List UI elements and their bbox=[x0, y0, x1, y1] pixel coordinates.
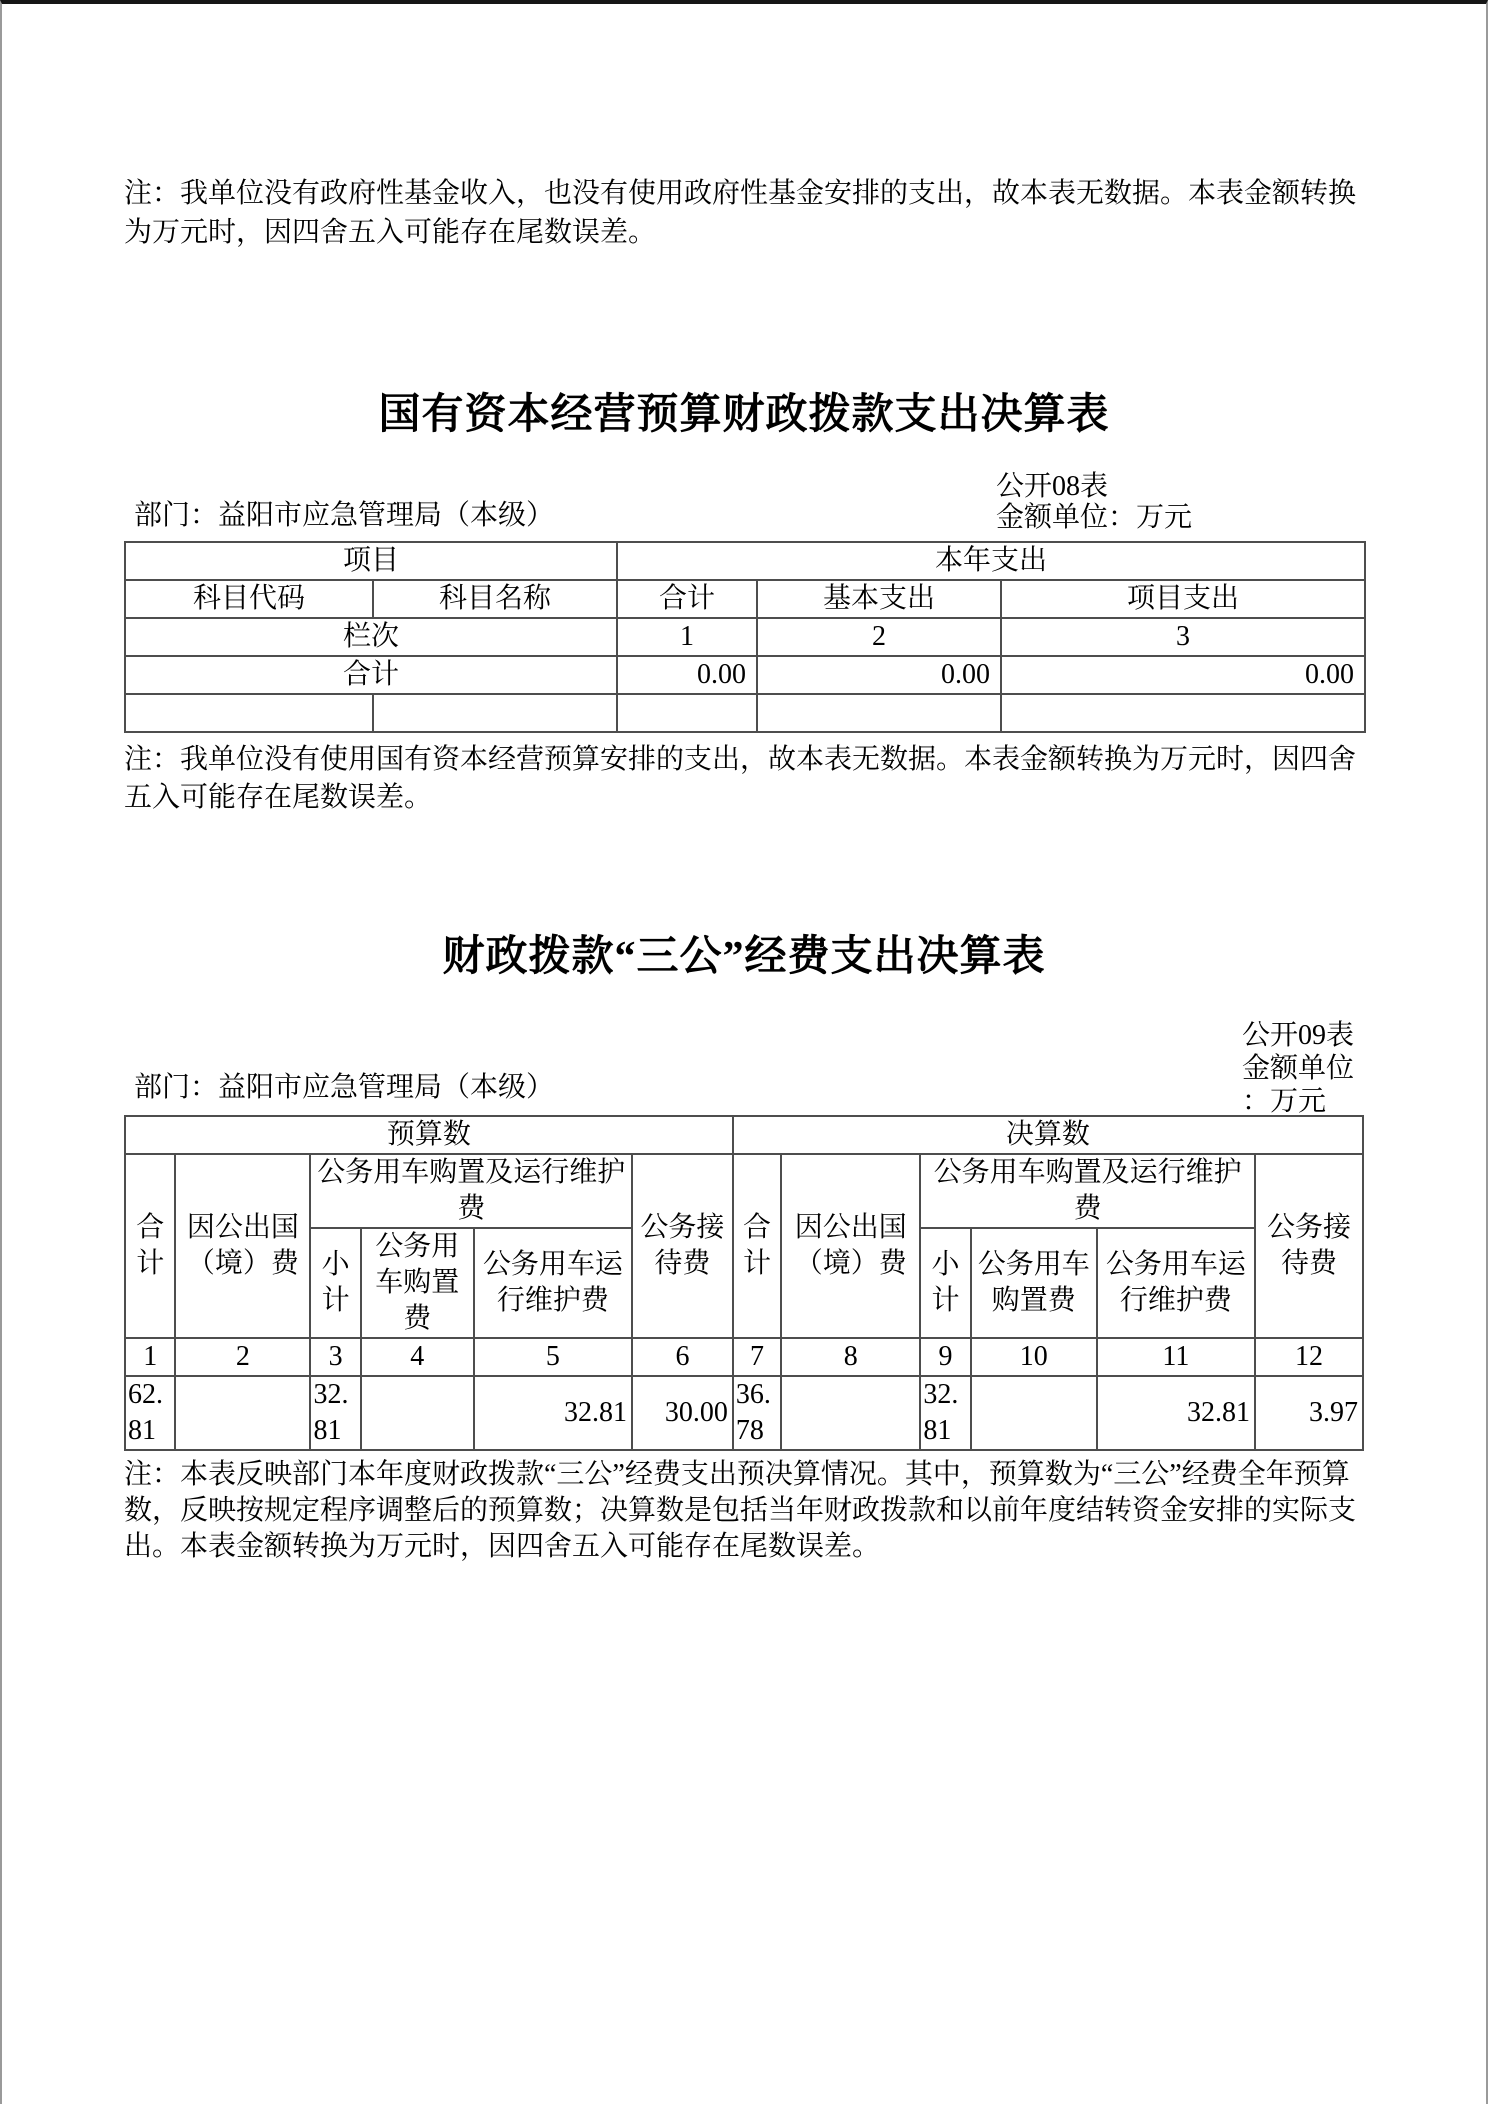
value-cell: 36.78 bbox=[733, 1376, 781, 1450]
header-cell-vehicle-group: 公务用车购置及运行维护费 bbox=[310, 1154, 632, 1228]
lanci-label-cell: 栏次 bbox=[125, 618, 617, 656]
table08 bbox=[124, 541, 1366, 733]
empty-cell bbox=[125, 694, 373, 732]
note-gov-fund: 注：我单位没有政府性基金收入，也没有使用政府性基金安排的支出，故本表无数据。本表金额转换为万元时，因四舍五入可能存在尾数误差。 bbox=[124, 178, 1357, 248]
lanci-cell: 3 bbox=[310, 1338, 360, 1376]
value-cell: 0.00 bbox=[1001, 656, 1365, 694]
table09-title: 财政拨款“三公”经费支出决算表 bbox=[442, 934, 1046, 981]
table09-code: 公开09表 bbox=[1242, 1020, 1355, 1052]
value-cell: 62.81 bbox=[125, 1376, 175, 1450]
empty-cell bbox=[373, 694, 617, 732]
table09-row-headers-top bbox=[125, 1154, 1363, 1228]
value-cell bbox=[971, 1376, 1097, 1450]
value-cell: 32.81 bbox=[474, 1376, 632, 1450]
table08-row-group-header bbox=[125, 542, 1365, 580]
lanci-cell: 12 bbox=[1255, 1338, 1363, 1376]
lanci-cell: 10 bbox=[971, 1338, 1097, 1376]
header-cell-purchase: 公务用车购置费 bbox=[361, 1228, 474, 1338]
header-cell-abroad: 因公出国（境）费 bbox=[175, 1154, 310, 1338]
lanci-cell: 11 bbox=[1097, 1338, 1255, 1376]
note-table09: 注：本表反映部门本年度财政拨款“三公”经费支出预决算情况。其中，预算数为“三公”经费全年预算数，反映按规定程序调整后的预算数；决算数是包括当年财政拨款和以前年度结转资金安排的实际支出。本表金额转换为万元时，因四舍五入可能存在尾数误差。 bbox=[124, 1459, 1357, 1563]
lanci-cell: 2 bbox=[175, 1338, 310, 1376]
header-cell-subject-name: 科目名称 bbox=[373, 580, 617, 618]
header-cell-total: 合计 bbox=[733, 1154, 781, 1338]
lanci-cell: 7 bbox=[733, 1338, 781, 1376]
lanci-cell: 8 bbox=[781, 1338, 920, 1376]
table09-header-area bbox=[124, 1013, 1364, 1118]
header-cell-vehicle-group: 公务用车购置及运行维护费 bbox=[920, 1154, 1255, 1228]
header-cell-final: 决算数 bbox=[733, 1116, 1363, 1154]
header-cell-abroad: 因公出国（境）费 bbox=[781, 1154, 920, 1338]
header-cell-project: 项目支出 bbox=[1001, 580, 1365, 618]
value-cell: 0.00 bbox=[757, 656, 1001, 694]
value-cell bbox=[361, 1376, 474, 1450]
lanci-cell: 1 bbox=[125, 1338, 175, 1376]
table09 bbox=[124, 1115, 1364, 1451]
value-cell bbox=[781, 1376, 920, 1450]
lanci-cell: 4 bbox=[361, 1338, 474, 1376]
value-cell: 32.81 bbox=[310, 1376, 360, 1450]
header-cell-maintenance: 公务用车运行维护费 bbox=[1097, 1228, 1255, 1338]
table08-meta bbox=[996, 471, 1192, 533]
header-cell-reception: 公务接待费 bbox=[1255, 1154, 1363, 1338]
table09-unit-line2: ：万元 bbox=[1242, 1086, 1327, 1118]
lanci-cell: 3 bbox=[1001, 618, 1365, 656]
table08-row-total bbox=[125, 656, 1365, 694]
header-cell-total: 合计 bbox=[125, 1154, 175, 1338]
lanci-cell: 6 bbox=[632, 1338, 733, 1376]
value-cell: 32.81 bbox=[920, 1376, 970, 1450]
value-cell bbox=[175, 1376, 310, 1450]
header-cell-budget: 预算数 bbox=[125, 1116, 733, 1154]
header-cell-item: 项目 bbox=[125, 542, 617, 580]
table08-row-lanci bbox=[125, 618, 1365, 656]
value-cell: 3.97 bbox=[1255, 1376, 1363, 1450]
header-cell-reception: 公务接待费 bbox=[632, 1154, 733, 1338]
page-content bbox=[124, 174, 1364, 1565]
header-cell-maintenance: 公务用车运行维护费 bbox=[474, 1228, 632, 1338]
table09-row-values bbox=[125, 1376, 1363, 1450]
table08-row-columns bbox=[125, 580, 1365, 618]
table09-row-groups bbox=[125, 1116, 1363, 1154]
empty-cell bbox=[617, 694, 757, 732]
table08-code: 公开08表 bbox=[996, 471, 1109, 503]
lanci-cell: 2 bbox=[757, 618, 1001, 656]
header-cell-expense: 本年支出 bbox=[617, 542, 1365, 580]
table08-row-empty bbox=[125, 694, 1365, 732]
table08-unit: 金额单位：万元 bbox=[996, 502, 1193, 534]
note-table08: 注：我单位没有使用国有资本经营预算安排的支出，故本表无数据。本表金额转换为万元时，因四舍五入可能存在尾数误差。 bbox=[124, 744, 1357, 814]
total-label-cell: 合计 bbox=[125, 656, 617, 694]
table08-department: 部门：益阳市应急管理局（本级） bbox=[134, 500, 555, 532]
header-cell-total: 合计 bbox=[617, 580, 757, 618]
header-cell-subject-code: 科目代码 bbox=[125, 580, 373, 618]
header-cell-subtotal: 小计 bbox=[310, 1228, 360, 1338]
header-cell-basic: 基本支出 bbox=[757, 580, 1001, 618]
table09-row-numbers bbox=[125, 1338, 1363, 1376]
table09-unit-line1: 金额单位 bbox=[1242, 1053, 1355, 1085]
lanci-cell: 5 bbox=[474, 1338, 632, 1376]
value-cell: 0.00 bbox=[617, 656, 757, 694]
empty-cell bbox=[757, 694, 1001, 732]
table09-department: 部门：益阳市应急管理局（本级） bbox=[134, 1072, 555, 1104]
lanci-cell: 9 bbox=[920, 1338, 970, 1376]
table09-meta bbox=[1242, 1019, 1364, 1118]
table08-title: 国有资本经营预算财政拨款支出决算表 bbox=[378, 392, 1110, 438]
header-cell-subtotal: 小计 bbox=[920, 1228, 970, 1338]
value-cell: 32.81 bbox=[1097, 1376, 1255, 1450]
lanci-cell: 1 bbox=[617, 618, 757, 656]
empty-cell bbox=[1001, 694, 1365, 732]
value-cell: 30.00 bbox=[632, 1376, 733, 1450]
header-cell-purchase: 公务用车购置费 bbox=[971, 1228, 1097, 1338]
table08-header-area bbox=[124, 471, 1364, 535]
